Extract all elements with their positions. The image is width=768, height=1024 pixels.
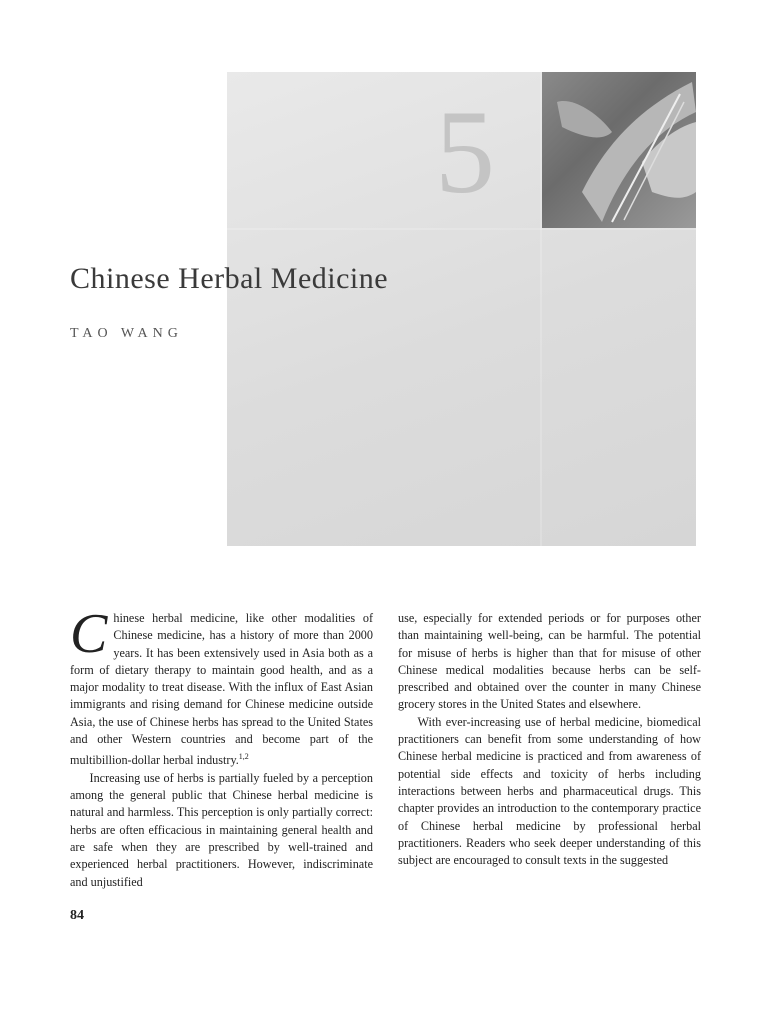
citation-superscript: 1,2 (238, 752, 249, 762)
paragraph-text: hinese herbal medicine, like other modalities of Chinese medicine, has a history of more than 2000 years. It has been extensively used in Asia both as a form of dietary therapy to maintain good health, and as a major modality to treat disease. With the influx of East Asian immigrants and rising demand for Chinese medicine outside Asia, the use of Chinese herbs has spread to the United States and other Western countries and become part of the multibillion-dollar herbal industry. (70, 611, 373, 768)
text-column-left (70, 603, 373, 891)
acupuncture-needle-photo (542, 72, 696, 228)
paragraph: use, especially for extended periods or for purposes other than maintaining well-being, can be harmful. The potential for misuse of herbs is higher than that for misuse of other Chinese medical modalities because herbs can be self-prescribed and obtained over the counter in many Chinese grocery stores in the United States and elsewhere. (398, 611, 701, 712)
header-divider (227, 228, 696, 230)
paragraph: With ever-increasing use of herbal medicine, biomedical practitioners can benefit from some understanding of how Chinese herbal medicine is practiced and from awareness of potential side effects and toxicity of herbs including interactions between herbs and pharmaceutical drugs. This chapter provides an introduction to the contemporary practice of Chinese herbal medicine by professional herbal practitioners. Readers who seek deeper understanding of this subject are encouraged to consult texts in the suggested (398, 714, 701, 868)
paragraph: Increasing use of herbs is partially fueled by a perception among the general public that Chinese herbal medicine is natural and harmless. This perception is only partially correct: herbs are often efficacious in maintaining general health and are safe when they are prescribed by well-trained and experienced herbal practitioners. However, indiscriminate and unjustified (70, 770, 373, 889)
author-name: TAO WANG (70, 326, 183, 341)
page-number: 84 (70, 908, 84, 923)
drop-cap: C (70, 603, 108, 665)
chapter-number: 5 (435, 85, 495, 218)
paragraph (70, 603, 373, 770)
text-column-right (398, 610, 701, 869)
chapter-title: Chinese Herbal Medicine (70, 262, 389, 295)
